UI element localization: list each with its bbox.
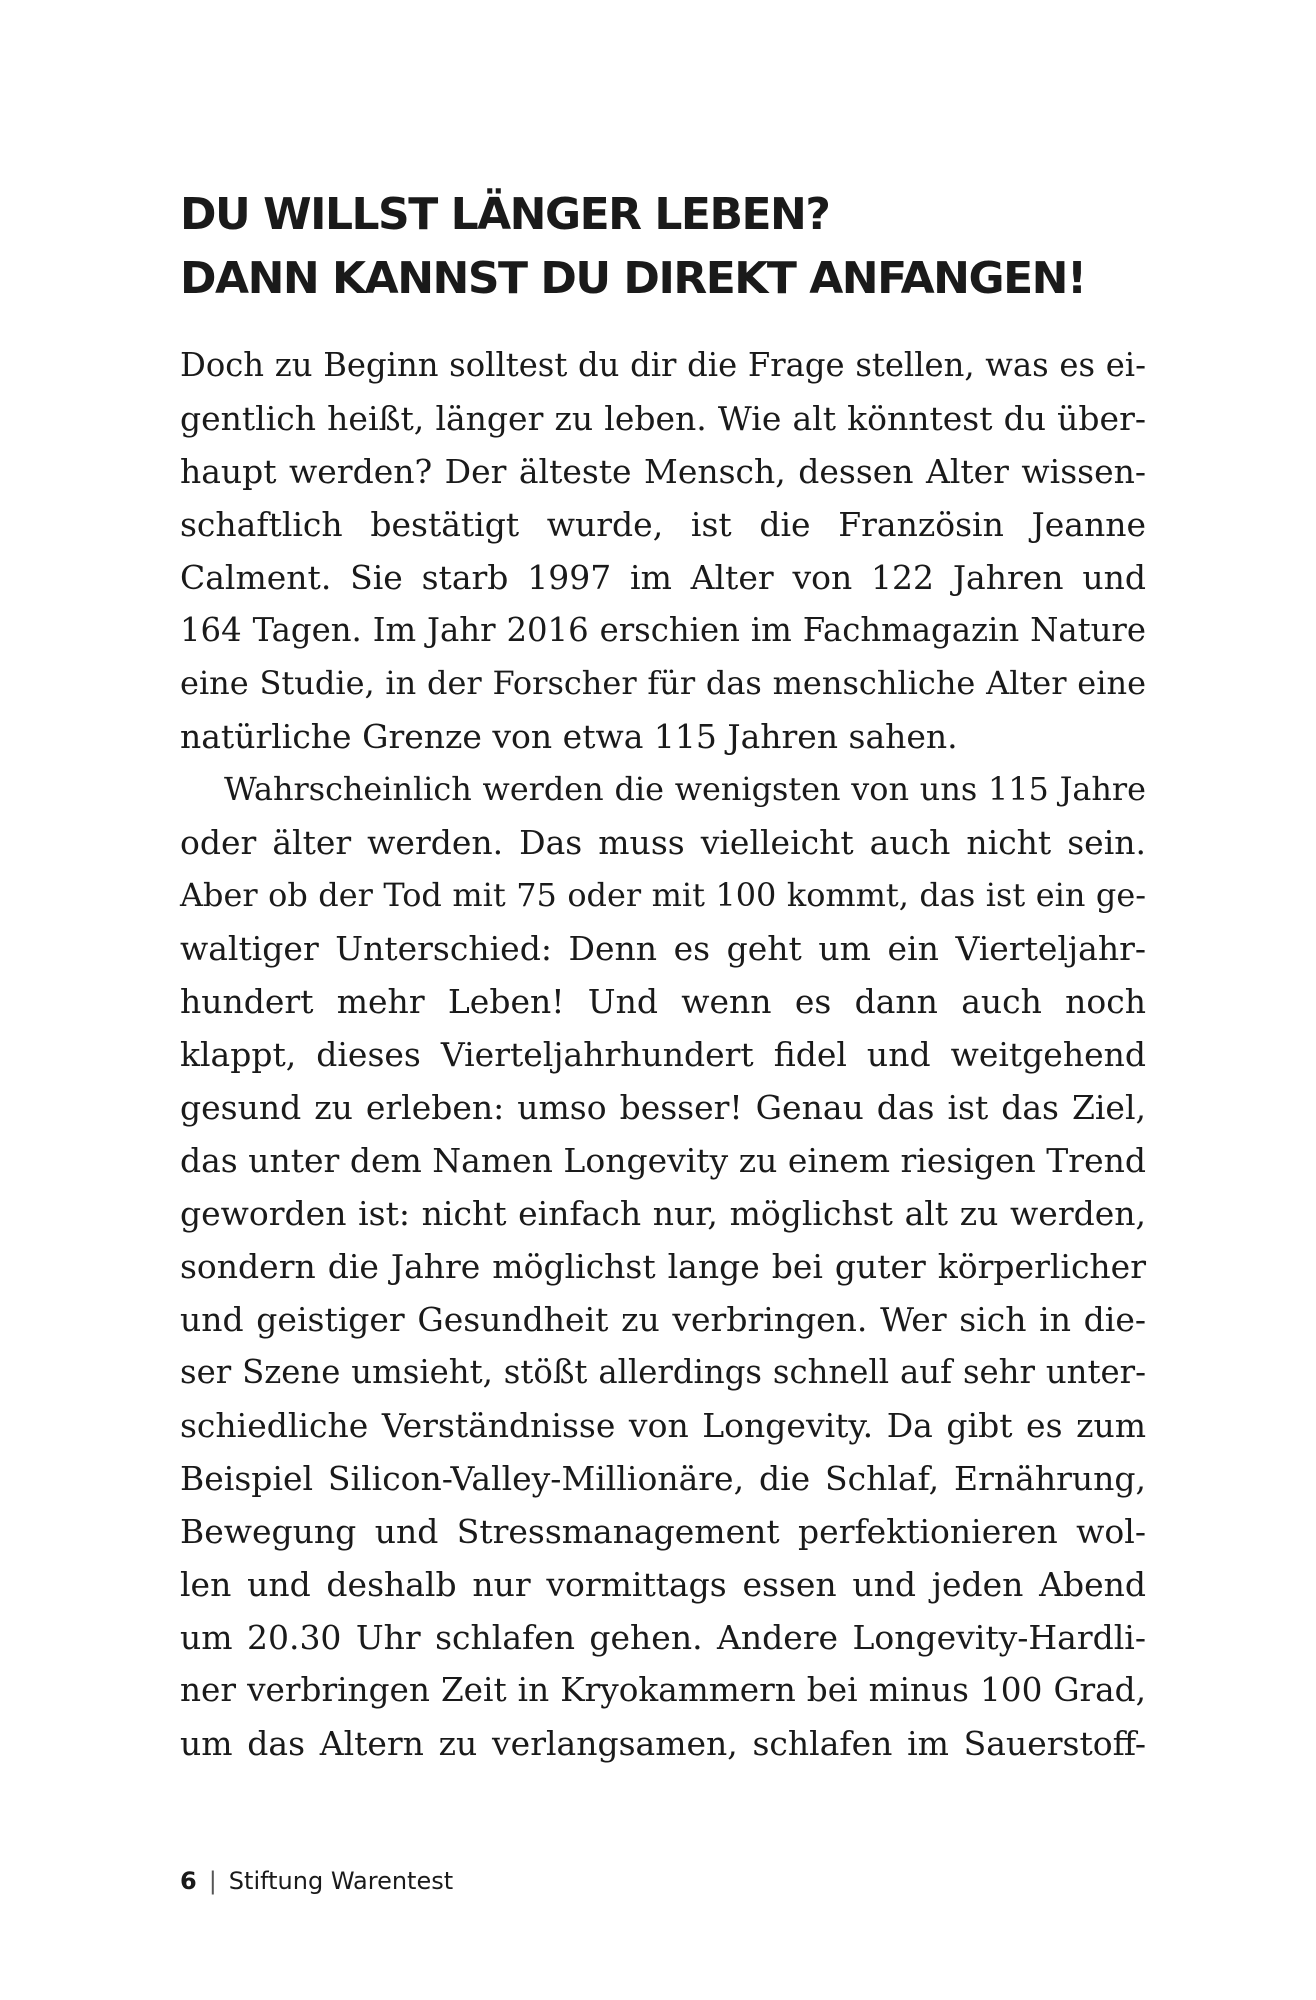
heading-line-1: DU WILLST LÄNGER LEBEN?: [180, 189, 830, 240]
text-line: Aber ob der Tod mit 75 oder mit 100 kommt, das ist ein ge-: [180, 876, 1146, 914]
text-line: schaftlich bestätigt wurde, ist die Französin Jeanne: [180, 505, 1146, 544]
page-number: 6: [180, 1867, 197, 1895]
text-line: ner verbringen Zeit in Kryokammern bei minus 100 Grad,: [180, 1671, 1146, 1709]
text-line: sondern die Jahre möglichst lange bei guter körperlicher: [180, 1247, 1146, 1286]
text-line: Beispiel Silicon-Valley-Millionäre, die Schlaf, Ernährung,: [180, 1459, 1146, 1498]
text-line: 164 Tagen. Im Jahr 2016 erschien im Fachmagazin Nature: [180, 611, 1146, 649]
body-text: [180, 339, 1146, 1770]
page-footer: [180, 1866, 453, 1896]
paragraph-2: [180, 763, 1146, 1770]
chapter-heading: [180, 183, 1170, 311]
text-line: geworden ist: nicht einfach nur, möglichst alt zu werden,: [180, 1194, 1146, 1233]
text-line: Bewegung und Stressmanagement perfektionieren wol-: [180, 1512, 1146, 1551]
text-line: schiedliche Verständnisse von Longevity. Da gibt es zum: [180, 1406, 1146, 1445]
text-line: gesund zu erleben: umso besser! Genau das ist das Ziel,: [180, 1088, 1146, 1127]
text-line: und geistiger Gesundheit zu verbringen. Wer sich in die-: [180, 1300, 1146, 1339]
publisher-name: Stiftung Warentest: [228, 1867, 454, 1895]
text-line: das unter dem Namen Longevity zu einem riesigen Trend: [180, 1141, 1146, 1180]
text-line: oder älter werden. Das muss vielleicht auch nicht sein.: [180, 823, 1146, 862]
text-line: ser Szene umsieht, stößt allerdings schnell auf sehr unter-: [180, 1353, 1146, 1391]
text-line: len und deshalb nur vormittags essen und jeden Abend: [180, 1565, 1146, 1604]
heading-line-2: DANN KANNST DU DIREKT ANFANGEN!: [180, 253, 1086, 304]
text-line: waltiger Unterschied: Denn es geht um ein Vierteljahr-: [180, 929, 1146, 968]
paragraph-1: [180, 339, 1146, 763]
text-line: gentlich heißt, länger zu leben. Wie alt könntest du über-: [180, 399, 1146, 438]
text-line: um das Altern zu verlangsamen, schlafen im Sauerstoff-: [180, 1724, 1146, 1763]
text-line: Doch zu Beginn solltest du dir die Frage stellen, was es ei-: [180, 346, 1146, 384]
text-line: Calment. Sie starb 1997 im Alter von 122 Jahren und: [180, 558, 1146, 597]
text-line: eine Studie, in der Forscher für das menschliche Alter eine: [180, 664, 1146, 702]
text-line: klappt, dieses Vierteljahrhundert fidel und weitgehend: [180, 1035, 1146, 1074]
text-line: natürliche Grenze von etwa 115 Jahren sahen.: [180, 717, 958, 756]
footer-separator: |: [208, 1867, 217, 1895]
text-line: hundert mehr Leben! Und wenn es dann auch noch: [180, 982, 1146, 1021]
text-line: haupt werden? Der älteste Mensch, dessen Alter wissen-: [180, 452, 1146, 491]
text-line: Wahrscheinlich werden die wenigsten von uns 115 Jahre: [224, 770, 1146, 808]
text-line: um 20.30 Uhr schlafen gehen. Andere Longevity-Hardli-: [180, 1618, 1146, 1657]
